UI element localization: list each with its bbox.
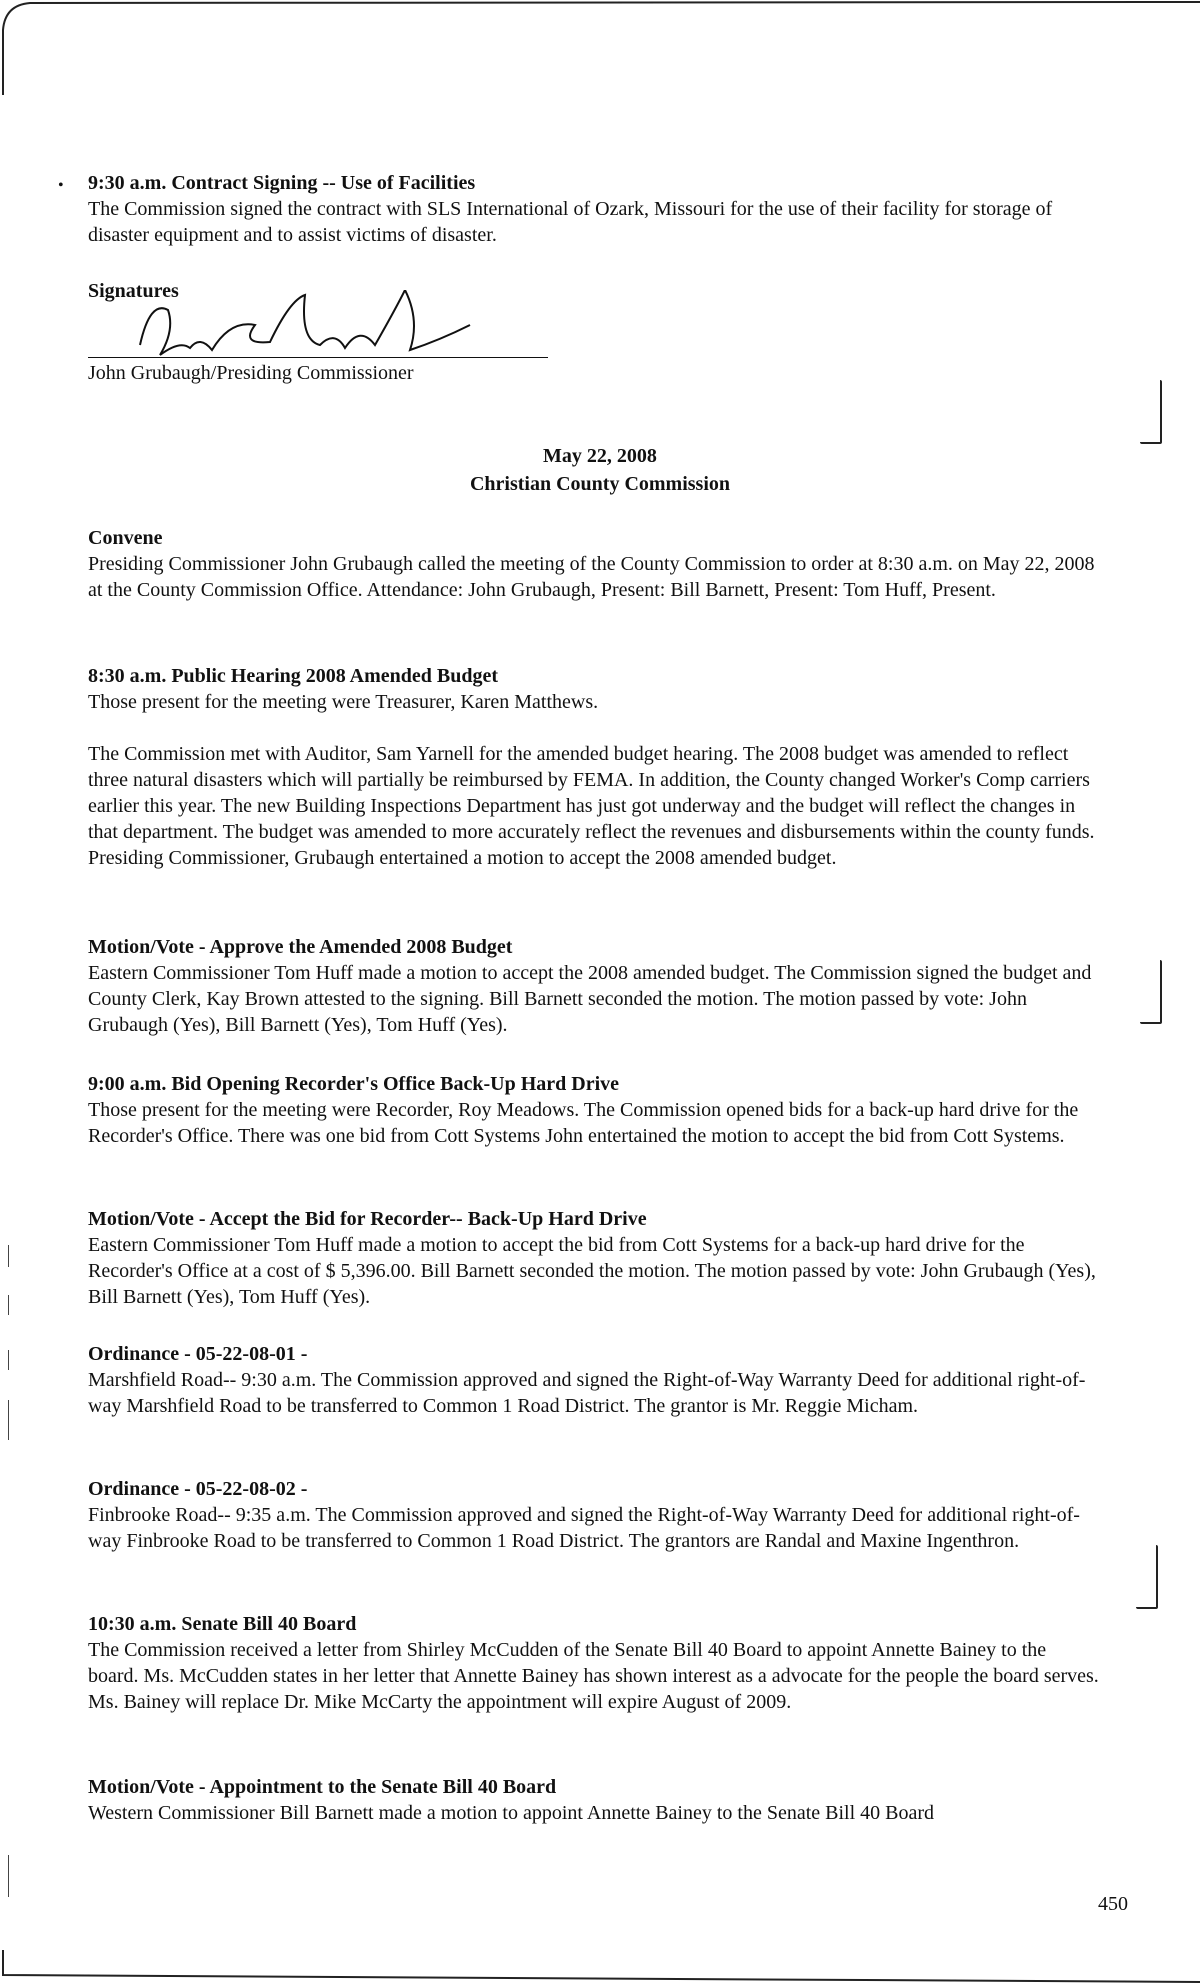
margin-tick xyxy=(8,1400,9,1440)
section-hearing xyxy=(88,663,1100,871)
section-body: Eastern Commissioner Tom Huff made a motion to accept the bid from Cott Systems for a back-up hard drive for the Recorder's Office at a cost of $ 5,396.00. Bill Barnett seconded the motion. The motion passed by vote: John Grubaugh (Yes), Bill Barnett (Yes), Tom Huff (Yes). xyxy=(88,1234,1096,1308)
section-heading: 8:30 a.m. Public Hearing 2008 Amended Budget xyxy=(88,665,499,687)
section-heading: 9:30 a.m. Contract Signing -- Use of Facilities xyxy=(88,172,476,194)
page-number: 450 xyxy=(1098,1893,1128,1915)
section-body-continued: The Commission met with Auditor, Sam Yarnell for the amended budget hearing. The 2008 budget was amended to reflect three natural disasters which will partially be reimbursed by FEMA. In addition, the County changed Worker's Comp carriers earlier this year. The new Building Inspections Department has just got underway and the budget will reflect the changes in that department. The budget was amended to more accurately reflect the revenues and disbursements within the county funds. Presiding Commissioner, Grubaugh entertained a motion to accept the 2008 amended budget. xyxy=(88,743,1095,869)
margin-tick xyxy=(8,1295,9,1315)
section-body: Finbrooke Road-- 9:35 a.m. The Commission approved and signed the Right-of-Way Warranty Deed for additional right-of-way Finbrooke Road to be transferred to Common 1 Road District. The grantors are Randal and Maxine Ingenthron. xyxy=(88,1504,1080,1552)
section-heading: Motion/Vote - Accept the Bid for Recorder-- Back-Up Hard Drive xyxy=(88,1208,647,1230)
section-body: The Commission signed the contract with SLS International of Ozark, Missouri for the use of their facility for storage of disaster equipment and to assist victims of disaster. xyxy=(88,198,1053,246)
section-body: Those present for the meeting were Treasurer, Karen Matthews. xyxy=(88,691,599,713)
section-heading: 10:30 a.m. Senate Bill 40 Board xyxy=(88,1613,357,1635)
signature-line xyxy=(88,357,548,358)
margin-tick xyxy=(8,1350,9,1370)
section-ordinance-02 xyxy=(88,1476,1100,1554)
meeting-date: May 22, 2008 xyxy=(543,445,657,467)
bullet-mark: • xyxy=(58,177,64,194)
section-senate-bill xyxy=(88,1611,1100,1715)
margin-tick xyxy=(8,1245,9,1267)
signatures-heading: Signatures xyxy=(88,280,179,302)
section-body: Presiding Commissioner John Grubaugh called the meeting of the County Commission to order at 8:30 a.m. on May 22, 2008 at the County Commission Office. Attendance: John Grubaugh, Present: Bill Barnett, Present: Tom Huff, Present. xyxy=(88,553,1095,601)
section-body: The Commission received a letter from Shirley McCudden of the Senate Bill 40 Board to appoint Annette Bainey to the board. Ms. McCudden states in her letter that Annette Bainey has shown interest as a advocate for the people the board serves. Ms. Bainey will replace Dr. Mike McCarty the appointment will expire August of 2009. xyxy=(88,1639,1099,1713)
section-body: Marshfield Road-- 9:30 a.m. The Commission approved and signed the Right-of-Way Warranty Deed for additional right-of-way Marshfield Road to be transferred to Common 1 Road District. The grantor is Mr. Reggie Micham. xyxy=(88,1369,1086,1417)
section-heading: Ordinance - 05-22-08-02 - xyxy=(88,1478,308,1500)
section-convene xyxy=(88,525,1100,603)
section-contract xyxy=(88,170,1100,248)
margin-bracket xyxy=(1140,380,1162,444)
section-vote-budget xyxy=(88,934,1100,1038)
section-heading: 9:00 a.m. Bid Opening Recorder's Office Back-Up Hard Drive xyxy=(88,1073,620,1095)
section-body: Those present for the meeting were Recorder, Roy Meadows. The Commission opened bids for a back-up hard drive for the Recorder's Office. There was one bid from Cott Systems John entertained the motion to accept the bid from Cott Systems. xyxy=(88,1099,1079,1147)
section-heading: Convene xyxy=(88,527,163,549)
section-heading: Motion/Vote - Approve the Amended 2008 Budget xyxy=(88,936,513,958)
margin-tick xyxy=(8,1855,9,1897)
section-ordinance-01 xyxy=(88,1341,1100,1419)
section-bid-opening xyxy=(88,1071,1100,1149)
margin-bracket xyxy=(1136,1545,1158,1609)
section-vote-bid xyxy=(88,1206,1100,1310)
signatory-caption: John Grubaugh/Presiding Commissioner xyxy=(88,362,414,384)
section-body: Western Commissioner Bill Barnett made a motion to appoint Annette Bainey to the Senate Bill 40 Board xyxy=(88,1802,935,1824)
margin-bracket xyxy=(1140,960,1162,1024)
meeting-body-name: Christian County Commission xyxy=(469,473,731,495)
section-heading: Ordinance - 05-22-08-01 - xyxy=(88,1343,308,1365)
section-heading: Motion/Vote - Appointment to the Senate Bill 40 Board xyxy=(88,1776,557,1798)
handwritten-signature xyxy=(120,290,490,370)
section-body: Eastern Commissioner Tom Huff made a motion to accept the 2008 amended budget. The Commission signed the budget and County Clerk, Kay Brown attested to the signing. Bill Barnett seconded the motion. The motion passed by vote: John Grubaugh (Yes), Bill Barnett (Yes), Tom Huff (Yes). xyxy=(88,962,1092,1036)
section-vote-appointment xyxy=(88,1774,1100,1826)
